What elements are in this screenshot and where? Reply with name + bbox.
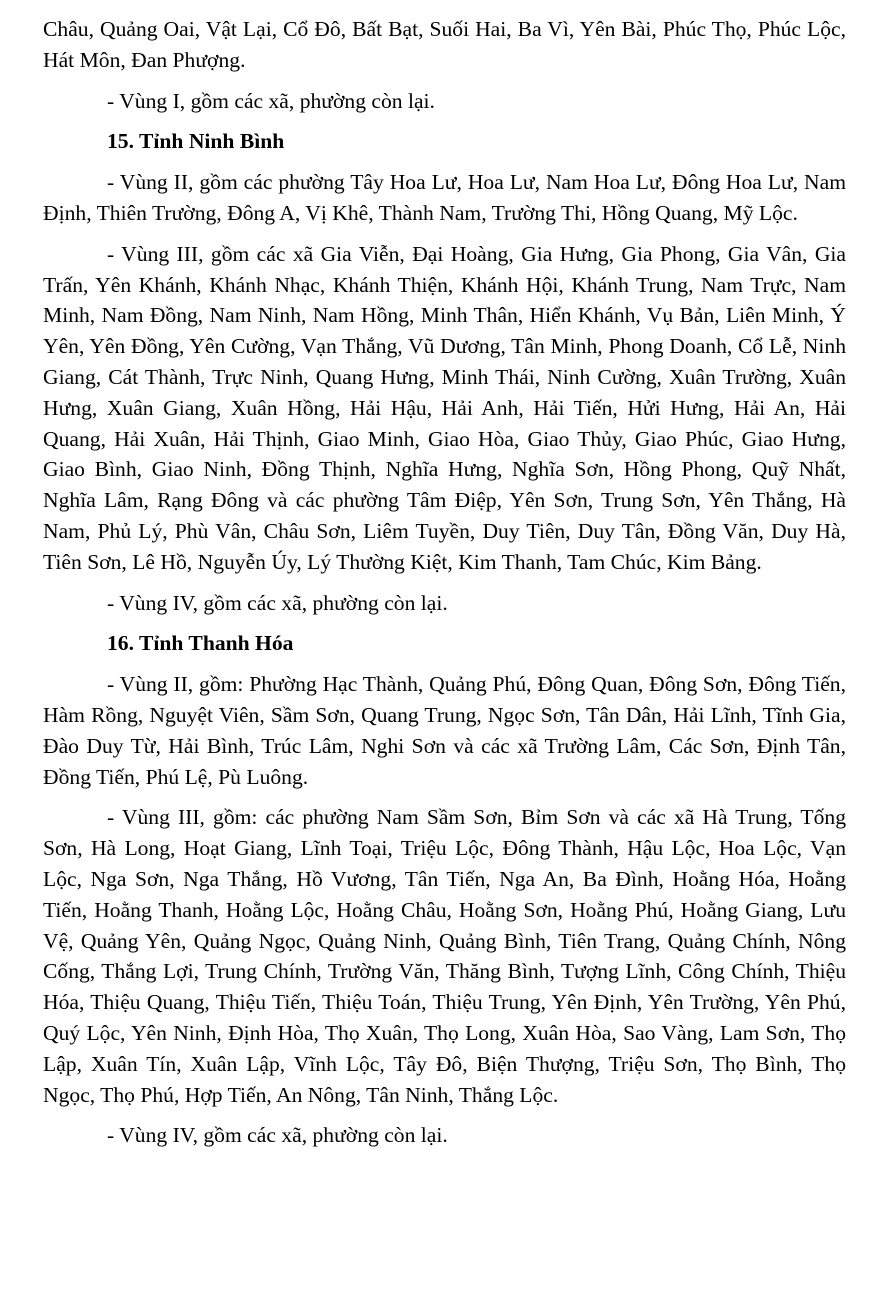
paragraph-ninh-binh-region-3: - Vùng III, gồm các xã Gia Viễn, Đại Hoàng, Gia Hưng, Gia Phong, Gia Vân, Gia Trấn, Yên Khánh, Khánh Nhạc, Khánh Thiện, Khánh Hội, Khánh Trung, Nam Trực, Nam Minh, Nam Đồng, Nam Ninh, Nam Hồng, Minh Thân, Hiển Khánh, Vụ Bản, Liên Minh, Ý Yên, Yên Đồng, Yên Cường, Vạn Thắng, Vũ Dương, Tân Minh, Phong Doanh, Cổ Lễ, Ninh Giang, Cát Thành, Trực Ninh, Quang Hưng, Minh Thái, Ninh Cường, Xuân Trường, Xuân Hưng, Xuân Giang, Xuân Hồng, Hải Hậu, Hải Anh, Hải Tiến, Hửi Hưng, Hải An, Hải Quang, Hải Xuân, Hải Thịnh, Giao Minh, Giao Hòa, Giao Thủy, Giao Phúc, Giao Hưng, Giao Bình, Giao Ninh, Đồng Thịnh, Nghĩa Hưng, Nghĩa Sơn, Hồng Phong, Quỹ Nhất, Nghĩa Lâm, Rạng Đông và các phường Tâm Điệp, Yên Sơn, Trung Sơn, Yên Thắng, Hà Nam, Phủ Lý, Phù Vân, Châu Sơn, Liêm Tuyền, Duy Tiên, Duy Tân, Đồng Văn, Duy Hà, Tiên Sơn, Lê Hồ, Nguyễn Úy, Lý Thường Kiệt, Kim Thanh, Tam Chúc, Kim Bảng. (43, 241, 846, 574)
heading-ninh-binh: 15. Tỉnh Ninh Bình (107, 129, 285, 154)
document-page (43, 14, 846, 1161)
paragraph-continuation: Châu, Quảng Oai, Vật Lại, Cổ Đô, Bất Bạt, Suối Hai, Ba Vì, Yên Bài, Phúc Thọ, Phúc Lộc, Hát Môn, Đan Phượng. (43, 17, 846, 72)
heading-thanh-hoa: 16. Tỉnh Thanh Hóa (107, 631, 294, 656)
paragraph-thanh-hoa-region-3: - Vùng III, gồm: các phường Nam Sầm Sơn, Bỉm Sơn và các xã Hà Trung, Tống Sơn, Hà Long, Hoạt Giang, Lĩnh Toại, Triệu Lộc, Đông Thành, Hậu Lộc, Hoa Lộc, Vạn Lộc, Nga Sơn, Nga Thắng, Hồ Vương, Tân Tiến, Nga An, Ba Đình, Hoằng Hóa, Hoằng Tiến, Hoằng Thanh, Hoằng Lộc, Hoằng Châu, Hoằng Sơn, Hoằng Phú, Hoằng Giang, Lưu Vệ, Quảng Yên, Quảng Ngọc, Quảng Ninh, Quảng Bình, Tiên Trang, Quảng Chính, Nông Cống, Thắng Lợi, Trung Chính, Trường Văn, Thăng Bình, Tượng Lĩnh, Công Chính, Thiệu Hóa, Thiệu Quang, Thiệu Tiến, Thiệu Toán, Thiệu Trung, Yên Định, Yên Trường, Yên Phú, Quý Lộc, Yên Ninh, Định Hòa, Thọ Xuân, Thọ Long, Xuân Hòa, Sao Vàng, Lam Sơn, Thọ Lập, Xuân Tín, Xuân Lập, Vĩnh Lộc, Tây Đô, Biện Thượng, Triệu Sơn, Thọ Bình, Thọ Ngọc, Thọ Phú, Hợp Tiến, An Nông, Tân Ninh, Thắng Lộc. (43, 805, 846, 1107)
paragraph-region-1: - Vùng I, gồm các xã, phường còn lại. (107, 88, 435, 113)
paragraph-ninh-binh-region-2: - Vùng II, gồm các phường Tây Hoa Lư, Hoa Lư, Nam Hoa Lư, Đông Hoa Lư, Nam Định, Thiên Trường, Đông A, Vị Khê, Thành Nam, Trường Thi, Hồng Quang, Mỹ Lộc. (43, 170, 846, 225)
paragraph-thanh-hoa-region-4: - Vùng IV, gồm các xã, phường còn lại. (107, 1123, 448, 1148)
paragraph-ninh-binh-region-4: - Vùng IV, gồm các xã, phường còn lại. (107, 590, 448, 615)
paragraph-thanh-hoa-region-2: - Vùng II, gồm: Phường Hạc Thành, Quảng Phú, Đông Quan, Đông Sơn, Đông Tiến, Hàm Rồng, Nguyệt Viên, Sầm Sơn, Quang Trung, Ngọc Sơn, Tân Dân, Hải Lĩnh, Tĩnh Gia, Đào Duy Từ, Hải Bình, Trúc Lâm, Nghi Sơn và các xã Trường Lâm, Các Sơn, Định Tân, Đồng Tiến, Phú Lệ, Pù Luông. (43, 672, 846, 789)
